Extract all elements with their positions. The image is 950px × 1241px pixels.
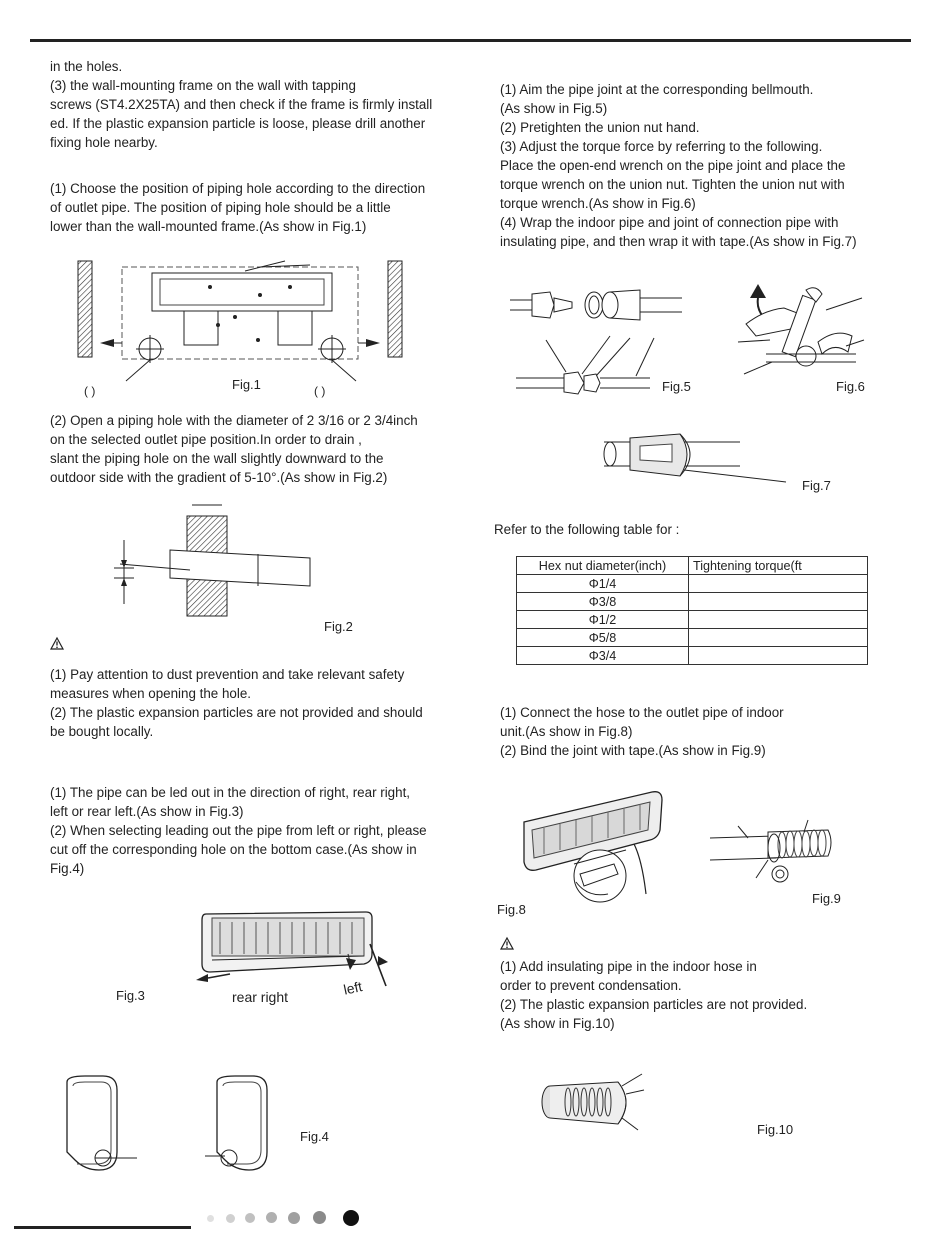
warning-triangle-icon [50, 637, 64, 650]
table-row [517, 575, 868, 593]
fig4-diagram [55, 1074, 285, 1174]
fig5-diagram [510, 284, 685, 384]
body-text: order to prevent condensation. [500, 978, 682, 993]
body-text: (2) The plastic expansion particles are not provided. [500, 997, 808, 1012]
warning-triangle-icon [500, 937, 514, 950]
fig7-caption: Fig.7 [802, 478, 831, 493]
body-text: (2) When selecting leading out the pipe from left or right, please [50, 823, 427, 838]
body-text: measures when opening the hole. [50, 686, 251, 701]
body-text: (2) Pretighten the union nut hand. [500, 120, 700, 135]
page-indicator-dot-active [343, 1210, 359, 1226]
body-text: (1) Choose the position of piping hole according to the direction [50, 181, 426, 196]
fig6-caption: Fig.6 [836, 379, 865, 394]
table-row [517, 629, 868, 647]
body-text: (3) Adjust the torque force by referring to the following. [500, 139, 823, 154]
fig8-caption: Fig.8 [497, 902, 526, 917]
body-text: in the holes. [50, 59, 123, 74]
body-text: (3) the wall-mounting frame on the wall with tapping [50, 78, 356, 93]
fig9-diagram [708, 818, 838, 888]
page-indicator-dot [226, 1214, 235, 1223]
body-text: torque wrench on the union nut. Tighten the union nut with [500, 177, 845, 192]
body-text: slant the piping hole on the wall slightly downward to the [50, 451, 384, 466]
table-intro: Refer to the following table for : [494, 522, 680, 537]
fig1-paren-right: ( ) [314, 384, 326, 398]
body-text: of outlet pipe. The position of piping hole should be a little [50, 200, 391, 215]
body-text: (1) Pay attention to dust prevention and take relevant safety [50, 667, 405, 682]
body-text: (2) Bind the joint with tape.(As show in Fig.9) [500, 743, 766, 758]
table-cell [689, 593, 868, 611]
body-text: insulating pipe, and then wrap it with tape.(As show in Fig.7) [500, 234, 857, 249]
body-text: (2) The plastic expansion particles are not provided and should [50, 705, 423, 720]
fig2-diagram [110, 500, 290, 618]
body-text: (1) The pipe can be led out in the direction of right, rear right, [50, 785, 411, 800]
footer-rule [14, 1226, 191, 1229]
table-row [517, 593, 868, 611]
table-header: Hex nut diameter(inch) [517, 557, 689, 575]
fig3-label-left: left [342, 978, 364, 998]
page-indicator-dot [266, 1212, 277, 1223]
body-text: lower than the wall-mounted frame.(As show in Fig.1) [50, 219, 367, 234]
header-rule [30, 39, 911, 42]
table-cell [689, 611, 868, 629]
body-text: Fig.4) [50, 861, 85, 876]
page-indicator-dot [313, 1211, 326, 1224]
body-text: (1) Aim the pipe joint at the corresponding bellmouth. [500, 82, 814, 97]
body-text: (As show in Fig.10) [500, 1016, 615, 1031]
table-cell [689, 629, 868, 647]
body-text: (2) Open a piping hole with the diameter of 2 3/16 or 2 3/4inch [50, 413, 418, 428]
fig3-diagram [190, 908, 400, 988]
fig6-diagram [736, 280, 866, 380]
body-text: (As show in Fig.5) [500, 101, 608, 116]
fig7-diagram [600, 428, 750, 484]
body-text: be bought locally. [50, 724, 154, 739]
fig4-caption: Fig.4 [300, 1129, 329, 1144]
table-cell [689, 647, 868, 665]
body-text: left or rear left.(As show in Fig.3) [50, 804, 244, 819]
table-cell: Φ3/8 [517, 593, 689, 611]
body-text: screws (ST4.2X25TA) and then check if the frame is firmly install [50, 97, 433, 112]
table-row [517, 647, 868, 665]
fig3-label-rear-right: rear right [232, 989, 289, 1005]
table-header: Tightening torque(ft [689, 557, 868, 575]
table-cell: Φ1/2 [517, 611, 689, 629]
body-text: (1) Add insulating pipe in the indoor hose in [500, 959, 757, 974]
table-cell: Φ3/4 [517, 647, 689, 665]
fig9-caption: Fig.9 [812, 891, 841, 906]
fig1-paren-left: ( ) [84, 384, 96, 398]
body-text: cut off the corresponding hole on the bottom case.(As show in [50, 842, 417, 857]
body-text: torque wrench.(As show in Fig.6) [500, 196, 696, 211]
fig5-caption: Fig.5 [662, 379, 691, 394]
body-text: fixing hole nearby. [50, 135, 158, 150]
fig10-caption: Fig.10 [757, 1122, 794, 1137]
fig3-caption: Fig.3 [116, 988, 145, 1003]
page-indicator-dot [245, 1213, 255, 1223]
body-text: outdoor side with the gradient of 5-10°.(As show in Fig.2) [50, 470, 388, 485]
body-text: unit.(As show in Fig.8) [500, 724, 633, 739]
fig2-caption: Fig.2 [324, 619, 353, 634]
page-indicator-dot [288, 1212, 300, 1224]
table-cell [689, 575, 868, 593]
fig1-diagram [70, 255, 410, 395]
fig1-caption: Fig.1 [232, 377, 261, 392]
table-cell: Φ1/4 [517, 575, 689, 593]
torque-table [516, 556, 868, 665]
body-text: (4) Wrap the indoor pipe and joint of connection pipe with [500, 215, 839, 230]
body-text: (1) Connect the hose to the outlet pipe of indoor [500, 705, 784, 720]
fig8-diagram [514, 790, 674, 914]
body-text: Place the open-end wrench on the pipe joint and place the [500, 158, 846, 173]
body-text: ed. If the plastic expansion particle is loose, please drill another [50, 116, 426, 131]
page-indicator-dot [207, 1215, 214, 1222]
table-cell: Φ5/8 [517, 629, 689, 647]
body-text: on the selected outlet pipe position.In order to drain , [50, 432, 362, 447]
table-header-row [517, 557, 868, 575]
fig10-diagram [538, 1072, 648, 1132]
table-row [517, 611, 868, 629]
